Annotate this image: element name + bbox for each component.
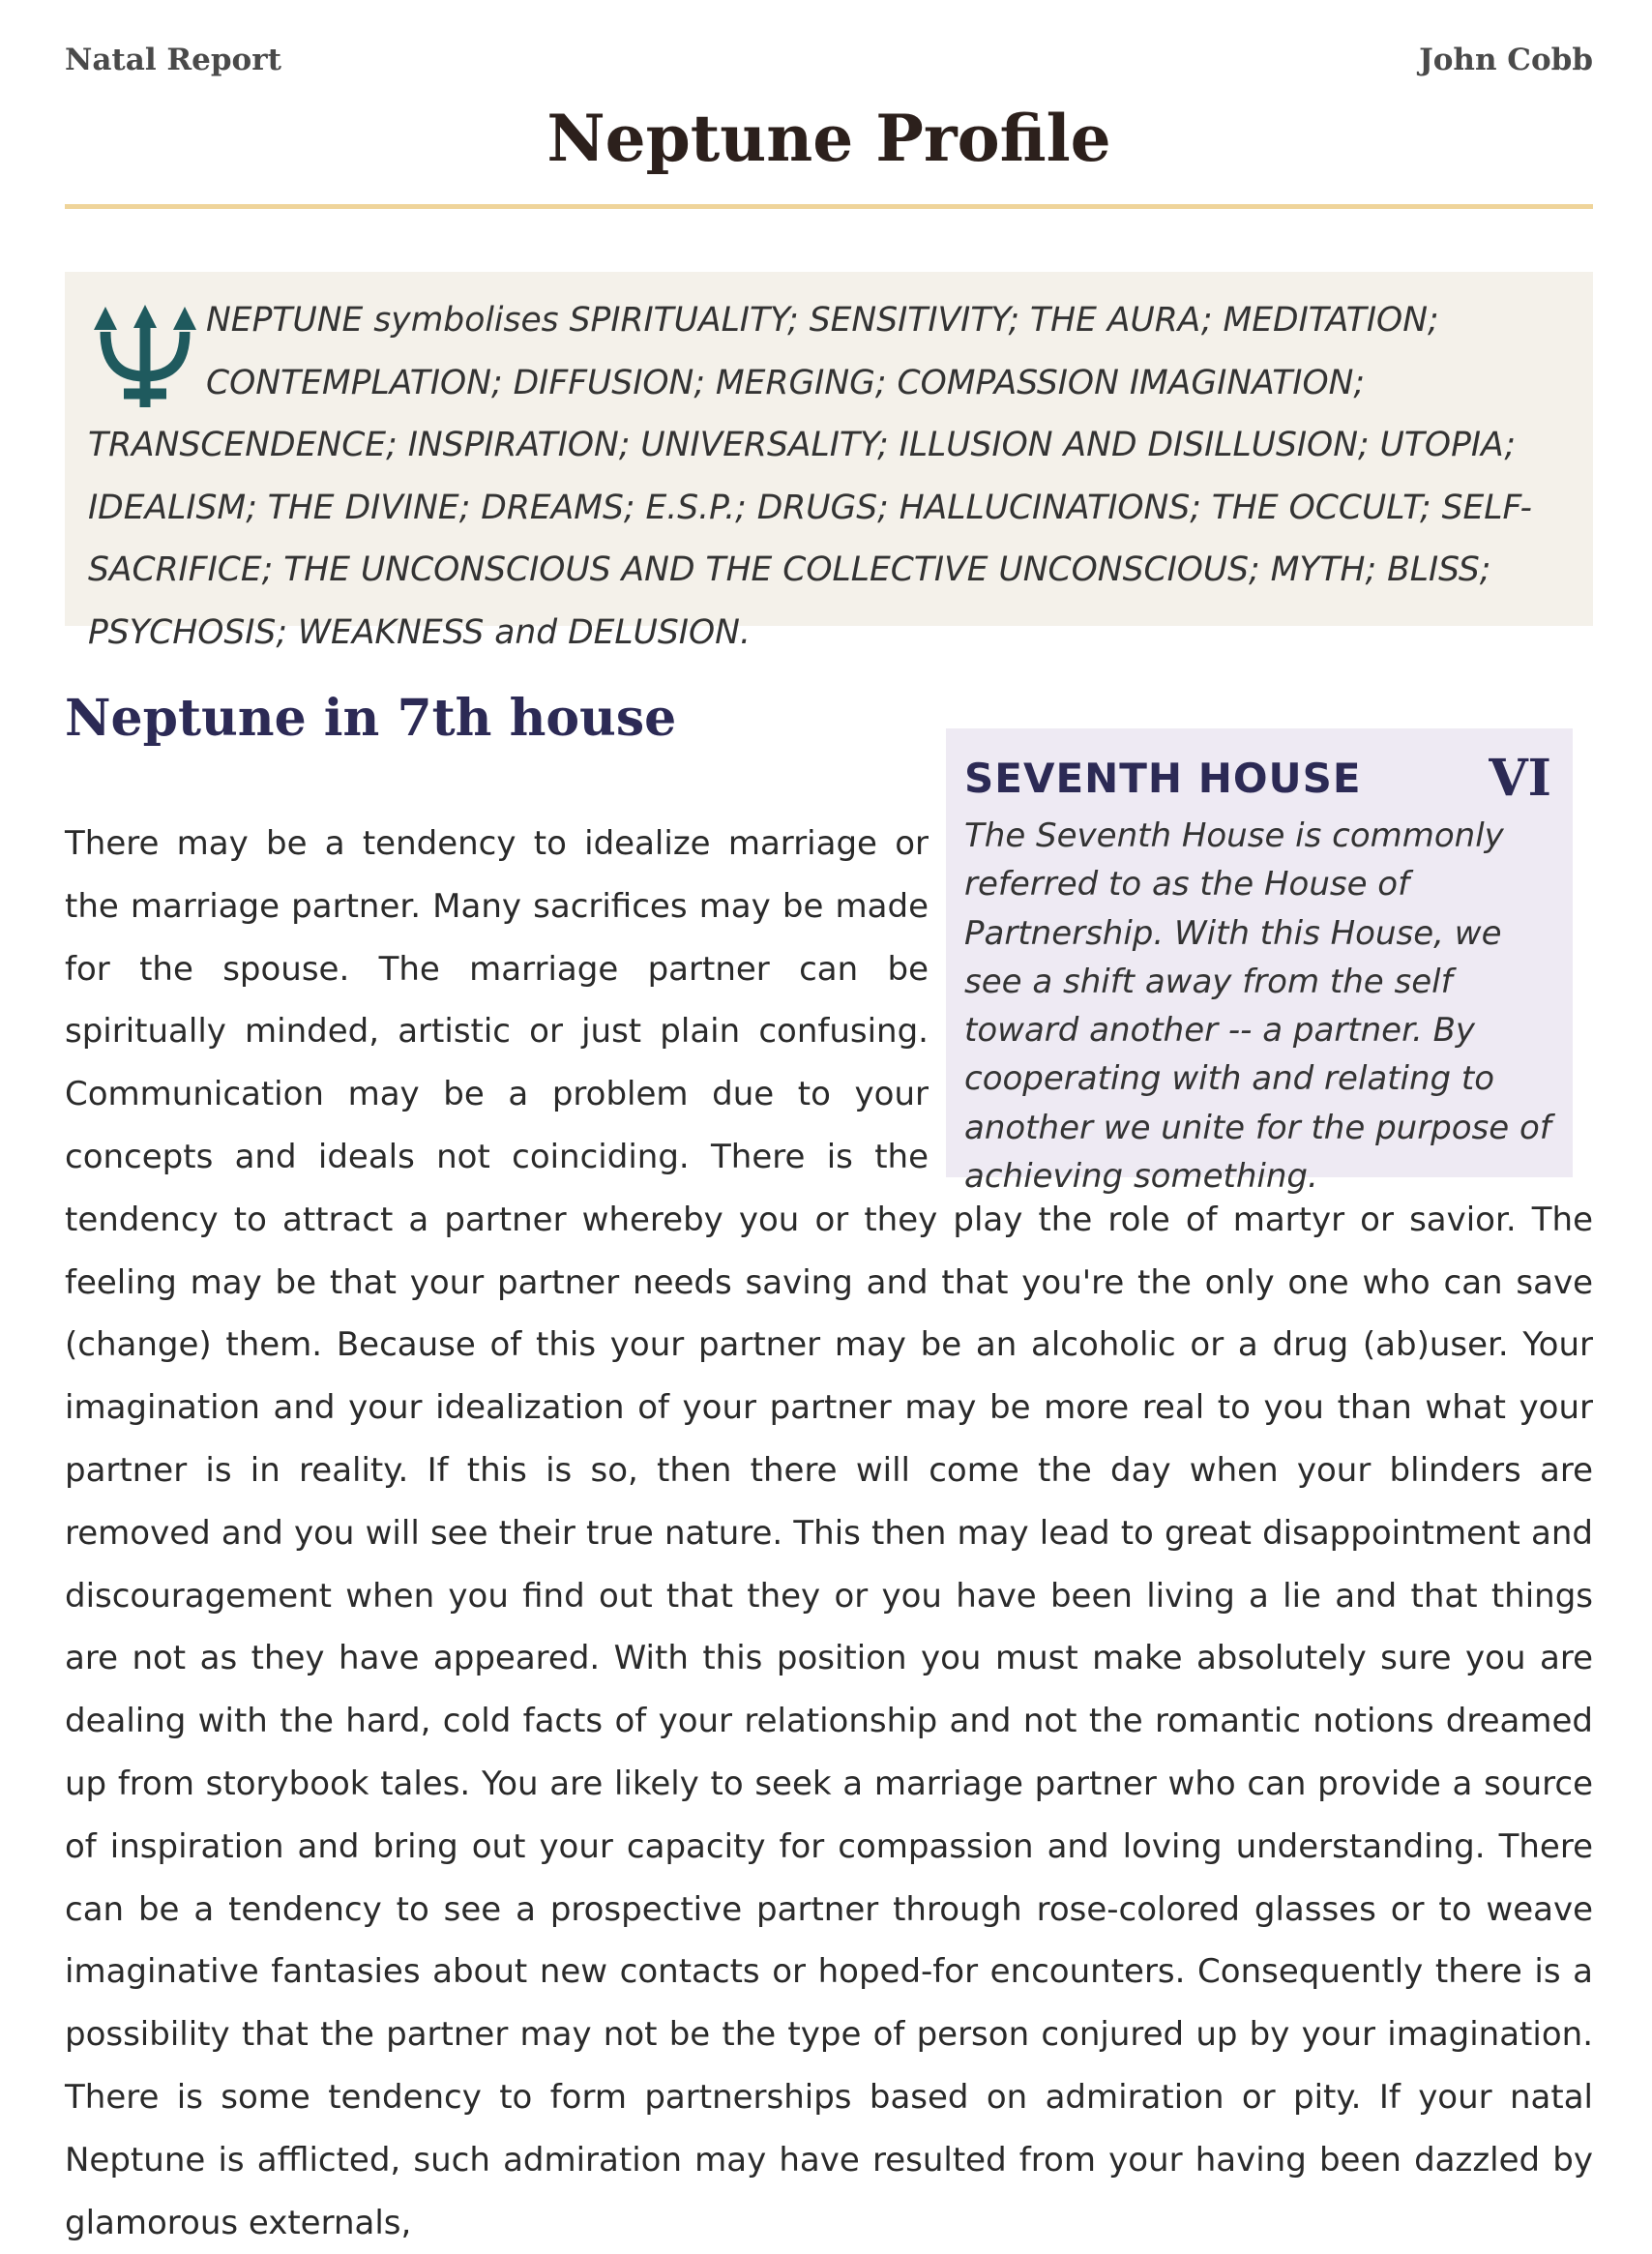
page-title: Neptune Profile xyxy=(546,101,1111,176)
planet-keywords-text: NEPTUNE symbolises SPIRITUALITY; SENSITIVITY; THE AURA; MEDITATION; CONTEMPLATION; DIFFUSION; MERGING; COMPASSION IMAGINATION; TRANSCENDENCE; INSPIRATION; UNIVERSALITY; ILLUSION AND DISILLUSION; UTOPIA; IDEALISM; THE DIVINE; DREAMS; E.S.P.; DRUGS; HALLUCINATIONS; THE OCCULT; SELF-SACRIFICE; THE UNCONSCIOUS AND THE COLLECTIVE UNCONSCIOUS; MYTH; BLISS; PSYCHOSIS; WEAKNESS and DELUSION. xyxy=(88,301,1532,652)
report-header xyxy=(65,43,1593,77)
section-title: Neptune in 7th house xyxy=(65,689,677,748)
house-description: The Seventh House is commonly referred to as the House of Partnership. With this House, we see a shift away from the self toward another -- a partner. By cooperating with and relating to another we unite for the purpose of achieving something. xyxy=(964,816,1551,1197)
neptune-glyph-icon xyxy=(92,305,198,413)
title-divider xyxy=(65,204,1593,209)
house-numeral: VI xyxy=(1489,748,1551,808)
client-name: John Cobb xyxy=(1419,43,1593,77)
house-name: SEVENTH HOUSE xyxy=(964,754,1362,802)
planet-keywords-box xyxy=(65,272,1593,652)
house-info-box xyxy=(946,728,1573,1197)
interpretation-text: There may be a tendency to idealize marriage or the marriage partner. Many sacrifices may be made for the spouse. The marriage partner can be spiritually minded, artistic or just plain confusing. Communication may be a problem due to your concepts and ideals not coinciding. There is the tendency to attract a partner whereby you or they play the role of martyr or savior. The feeling may be that your partner needs saving and that you're the only one who can save (change) them. Because of this your partner may be an alcoholic or a drug (ab)user. Your imagination and your idealization of your partner may be more real to you than what your partner is in reality. If this is so, then there will come the day when your blinders are removed and you will see their true nature. This then may lead to great disappointment and discouragement when you find out that they or you have been living a lie and that things are not as they have appeared. With this position you must make absolutely sure you are dealing with the hard, cold facts of your relationship and not the romantic notions dreamed up from storybook tales. You are likely to seek a marriage partner who can provide a source of inspiration and bring out your capacity for compassion and loving understanding. There can be a tendency to see a prospective partner through rose-colored glasses or to weave imaginative fantasies about new contacts or hoped-for encounters. Consequently there is a possibility that the partner may not be the type of person conjured up by your imagination. There is some tendency to form partnerships based on admiration or pity. If your natal Neptune is afflicted, such admiration may have resulted from your having been dazzled by glamorous externals, xyxy=(65,824,1593,2242)
house-info-header xyxy=(964,750,1553,806)
report-type-label: Natal Report xyxy=(65,43,281,77)
